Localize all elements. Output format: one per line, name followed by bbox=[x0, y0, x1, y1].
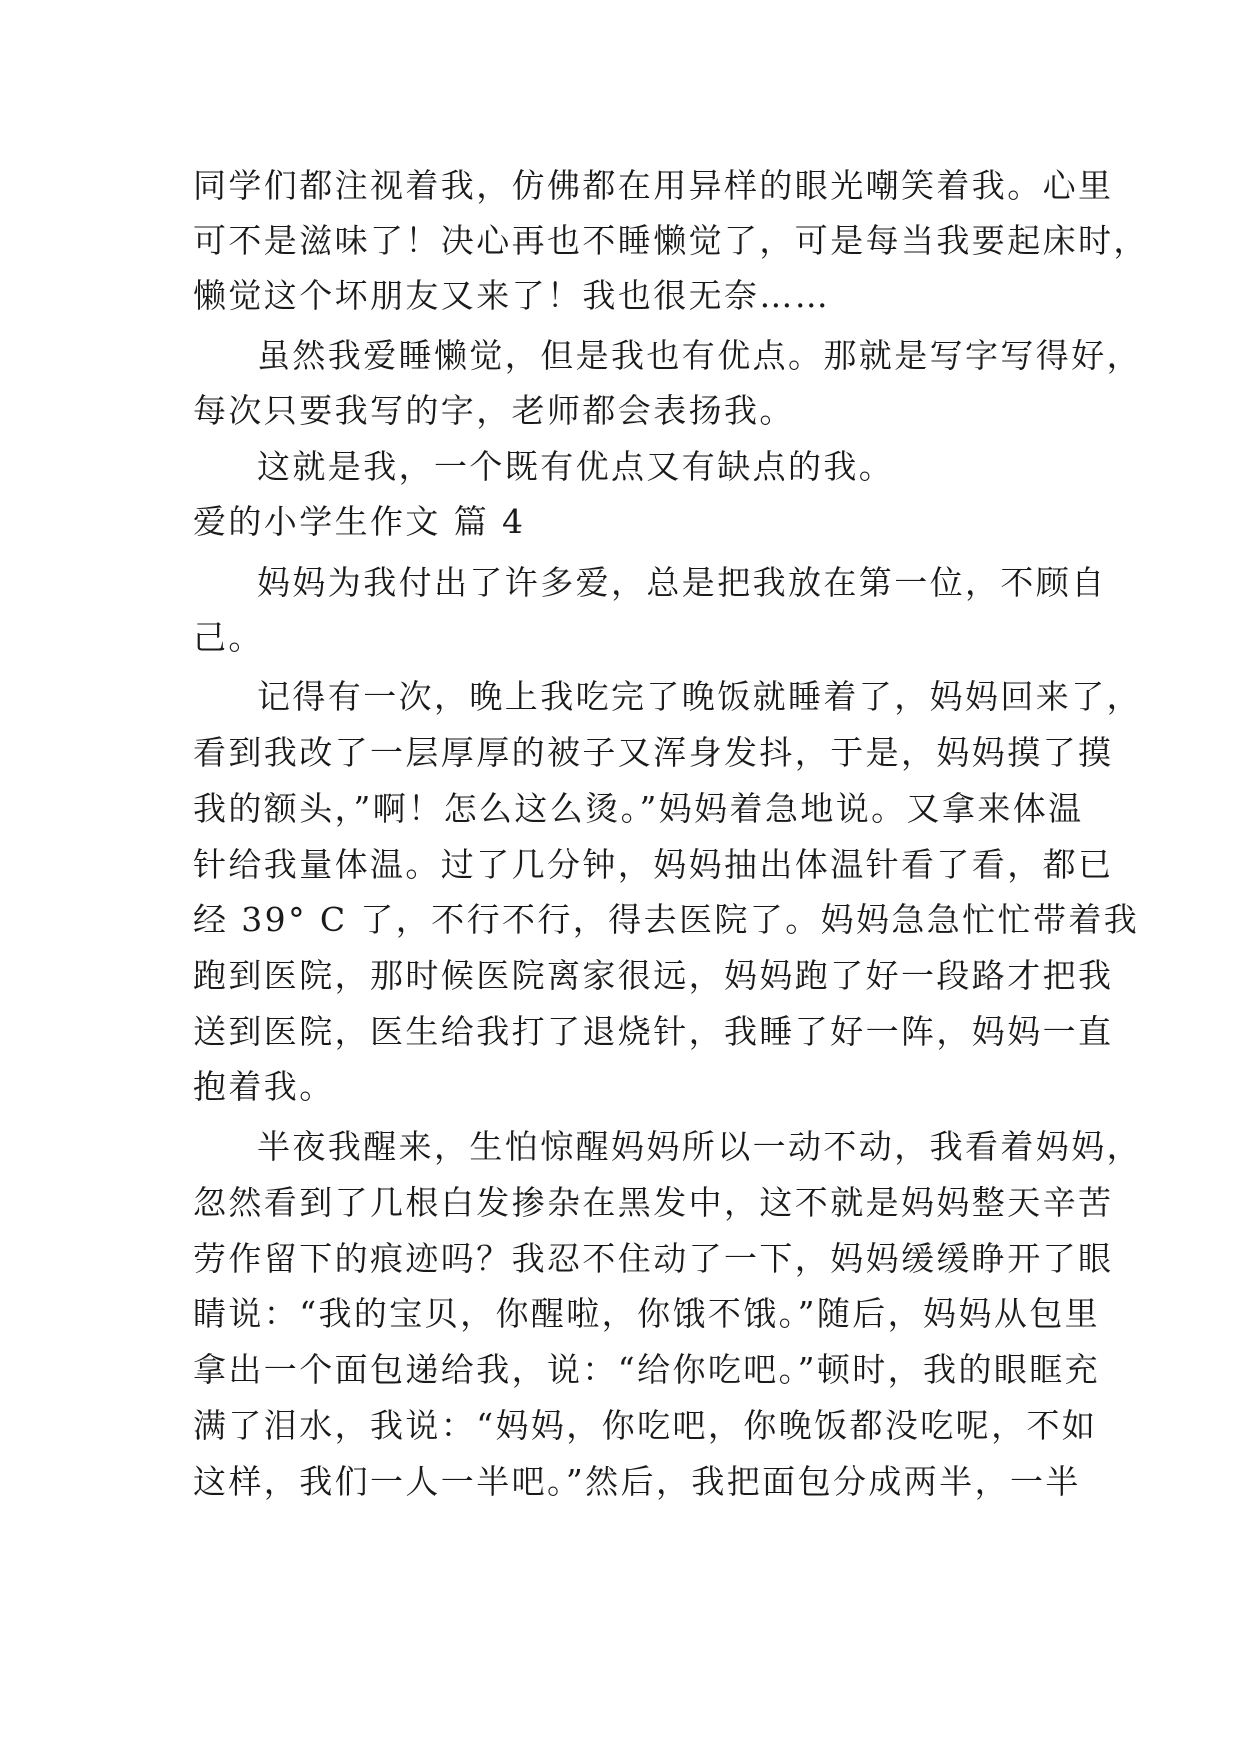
text-line: 满了泪水，我说：“妈妈，你吃吧，你晚饭都没吃呢，不如 bbox=[193, 1406, 1098, 1445]
text-line: 己。 bbox=[193, 618, 264, 657]
text-line: 忽然看到了几根白发掺杂在黑发中，这不就是妈妈整天辛苦 bbox=[193, 1183, 1114, 1222]
paragraph-start: 半夜我醒来，生怕惊醒妈妈所以一动不动，我看着妈妈， bbox=[257, 1127, 1142, 1166]
text-line: 拿出一个面包递给我，说：“给你吃吧。”顿时，我的眼眶充 bbox=[193, 1350, 1101, 1389]
paragraph-start: 记得有一次，晚上我吃完了晚饭就睡着了，妈妈回来了， bbox=[257, 677, 1142, 716]
text-line: 看到我改了一层厚厚的被子又浑身发抖，于是，妈妈摸了摸 bbox=[193, 733, 1114, 772]
text-line: 同学们都注视着我，仿佛都在用异样的眼光嘲笑着我。心里 bbox=[193, 166, 1114, 205]
text-line: 针给我量体温。过了几分钟，妈妈抽出体温针看了看，都已 bbox=[193, 845, 1114, 884]
text-line: 睛说：“我的宝贝，你醒啦，你饿不饿。”随后，妈妈从包里 bbox=[193, 1294, 1101, 1333]
text-line: 跑到医院，那时候医院离家很远，妈妈跑了好一段路才把我 bbox=[193, 956, 1114, 995]
text-line: 每次只要我写的字，老师都会表扬我。 bbox=[193, 391, 795, 430]
text-line: 经 39° C 了，不行不行，得去医院了。妈妈急急忙忙带着我 bbox=[193, 900, 1140, 939]
text-line: 送到医院，医生给我打了退烧针，我睡了好一阵，妈妈一直 bbox=[193, 1012, 1114, 1051]
text-line: 抱着我。 bbox=[193, 1067, 335, 1106]
paragraph-start: 虽然我爱睡懒觉，但是我也有优点。那就是写字写得好， bbox=[257, 336, 1142, 375]
text-line: 劳作留下的痕迹吗？我忍不住动了一下，妈妈缓缓睁开了眼 bbox=[193, 1239, 1114, 1278]
text-line: 可不是滋味了！决心再也不睡懒觉了，可是每当我要起床时， bbox=[193, 221, 1149, 260]
text-line: 我的额头，”啊！怎么这么烫。”妈妈着急地说。又拿来体温 bbox=[193, 789, 1084, 828]
paragraph-start: 妈妈为我付出了许多爱，总是把我放在第一位，不顾自 bbox=[257, 563, 1107, 602]
paragraph-start: 这就是我，一个既有优点又有缺点的我。 bbox=[257, 447, 895, 486]
text-line: 懒觉这个坏朋友又来了！我也很无奈…… bbox=[193, 276, 831, 315]
text-line: 这样，我们一人一半吧。”然后，我把面包分成两半，一半 bbox=[193, 1462, 1081, 1501]
section-heading: 爱的小学生作文 篇 4 bbox=[193, 502, 526, 541]
